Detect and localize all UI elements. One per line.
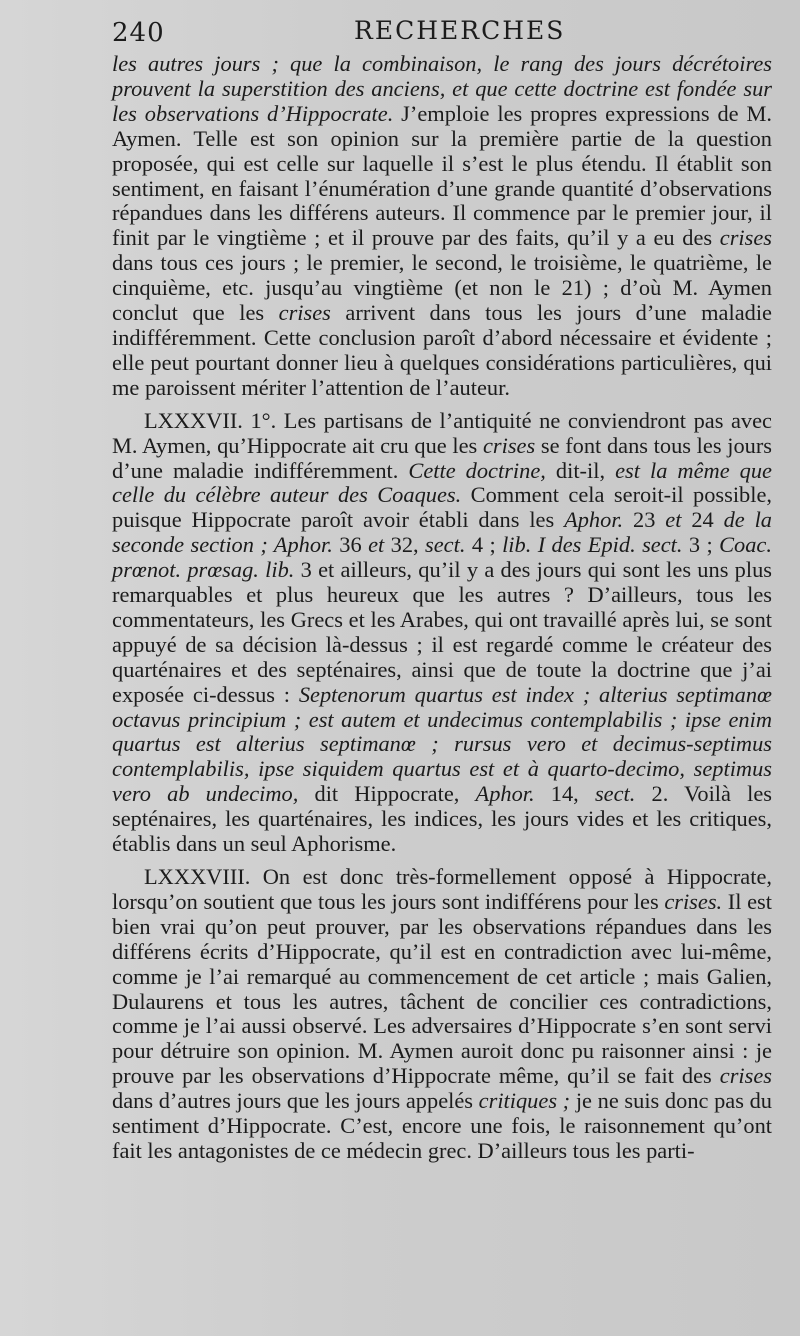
text-run: LXXXVIII. On est donc très-formellement opposé à Hippocrate, lorsqu’on soutient que tous les jours sont indifférens pour les xyxy=(112,864,772,914)
paragraph-lxxxviii xyxy=(112,865,772,1164)
italic-run: les autres jours ; que la combinaison, le rang des jours décrétoires prouvent la superstition des anciens, et que cette doctrine est fondée sur les observations d’Hippocrate. xyxy=(112,51,772,126)
text-run: je ne suis donc pas du sentiment d’Hippocrate. C’est, encore une fois, le raisonnement qu’ont fait les antagonistes de ce médecin grec. D’ailleurs tous les parti- xyxy=(112,1088,773,1163)
text-run: 32, xyxy=(384,532,426,558)
text-run: arrivent dans tous les jours d’une maladie indifféremment. Cette conclusion paroît d’abord nécessaire et évidente ; elle peut pourtant donner lieu à quelques considérations particulières, qui me paroissent mériter l’attention de l’auteur. xyxy=(112,300,772,400)
italic-run: Aphor. xyxy=(475,781,535,807)
text-run: 36 xyxy=(332,532,369,558)
text-run: 2. Voilà les septénaires, les quarténaires, les indices, les jours vides et les critiques, établis dans un seul Aphorisme. xyxy=(112,781,772,857)
italic-run: sect. xyxy=(594,781,636,807)
text-run: 3 ; xyxy=(682,532,720,558)
text-run: LXXXVII. 1°. Les partisans de l’antiquité ne conviendront pas avec M. Aymen, qu’Hippocrate ait cru que les xyxy=(112,407,772,458)
text-run: 24 xyxy=(681,507,724,533)
body-text xyxy=(112,52,772,1164)
text-run: Comment cela seroit-il possible, puisque Hippocrate paroît avoir établi dans les xyxy=(112,482,772,533)
running-head: RECHERCHES xyxy=(354,16,566,45)
italic-run: crises xyxy=(719,225,772,251)
text-run: dans d’autres jours que les jours appelés xyxy=(112,1088,479,1114)
text-run: 23 xyxy=(623,507,666,533)
text-run: dit-il, xyxy=(545,457,616,483)
italic-run: et xyxy=(665,507,682,533)
paragraph-lxxxvii xyxy=(112,409,772,857)
text-run: J’emploie les propres expressions de M. Aymen. Telle est son opinion sur la première partie de la question proposée, qui est celle sur laquelle il s’est le plus étendu. Il établit son sentiment, en faisant l’énumération d’une grande quantité d’observations répandues dans les différens auteurs. Il commence par le premier jour, il finit par le vingtième ; et il prouve par des faits, qu’il y a eu des xyxy=(112,100,772,251)
italic-run: Cette doctrine, xyxy=(408,457,546,483)
paragraph-continuation xyxy=(112,52,772,401)
italic-run: de la seconde section ; Aphor. xyxy=(112,507,772,558)
italic-run: sect. xyxy=(425,532,466,558)
page-header xyxy=(112,10,760,50)
text-run: 4 ; xyxy=(465,532,503,558)
italic-run: et xyxy=(368,532,385,558)
page-number: 240 xyxy=(112,18,165,48)
italic-run: crises. xyxy=(664,888,723,914)
italic-run: crises xyxy=(719,1063,772,1089)
text-run: Il est bien vrai qu’on peut prouver, par les observations répandues dans les différens écrits d’Hippocrate, qu’il est en contradiction avec lui-même, comme je l’ai remarqué au commencement de cet article ; mais Galien, Dulaurens et tous les autres, tâchent de concilier ces contradictions, comme je l’ai aussi observé. Les adversaires d’Hippocrate s’en sont servi pour détruire son opinion. M. Aymen auroit donc pu raisonner ainsi : je prouve par les observations d’Hippocrate même, qu’il se fait des xyxy=(112,888,772,1089)
italic-run: Aphor. xyxy=(564,507,624,533)
italic-run: est la même que celle du célèbre auteur des Coaques. xyxy=(112,457,772,508)
italic-run: crises xyxy=(278,300,331,326)
text-run: 14, xyxy=(534,781,595,807)
italic-run: Coac. prœnot. prœsag. lib. xyxy=(112,532,772,583)
text-run: 3 et ailleurs, qu’il y a des jours qui sont les uns plus remarquables et plus heureux que les autres ? D’ailleurs, tous les commentateurs, les Grecs et les Arabes, qui ont travaillé après lui, se sont appuyé de sa décision là-dessus ; il est regardé comme le créateur des quarténaires et des septénaires, ainsi que de toute la doctrine que j’ai exposée ci-dessus : xyxy=(112,557,772,707)
text-run: se font dans tous les jours d’une maladie indifféremment. xyxy=(112,432,772,483)
italic-run: critiques ; xyxy=(478,1088,571,1114)
italic-run: Septenorum quartus est index ; alterius septimanœ octavus principium ; est autem et undecimus contemplabilis ; ipse enim quartus est alterius septimanœ ; rursus vero et decimus-septimus contemplabilis, ipse siquidem quartus est et à quarto-decimo, septimus vero ab undecimo, xyxy=(112,681,772,807)
text-run: dans tous ces jours ; le premier, le second, le troisième, le quatrième, le cinquième, etc. jusqu’au vingtième (et non le 21) ; d’où M. Aymen conclut que les xyxy=(112,250,772,326)
italic-run: lib. I des Epid. sect. xyxy=(502,532,683,558)
italic-run: crises xyxy=(482,432,536,458)
text-run: dit Hippocrate, xyxy=(298,781,476,807)
